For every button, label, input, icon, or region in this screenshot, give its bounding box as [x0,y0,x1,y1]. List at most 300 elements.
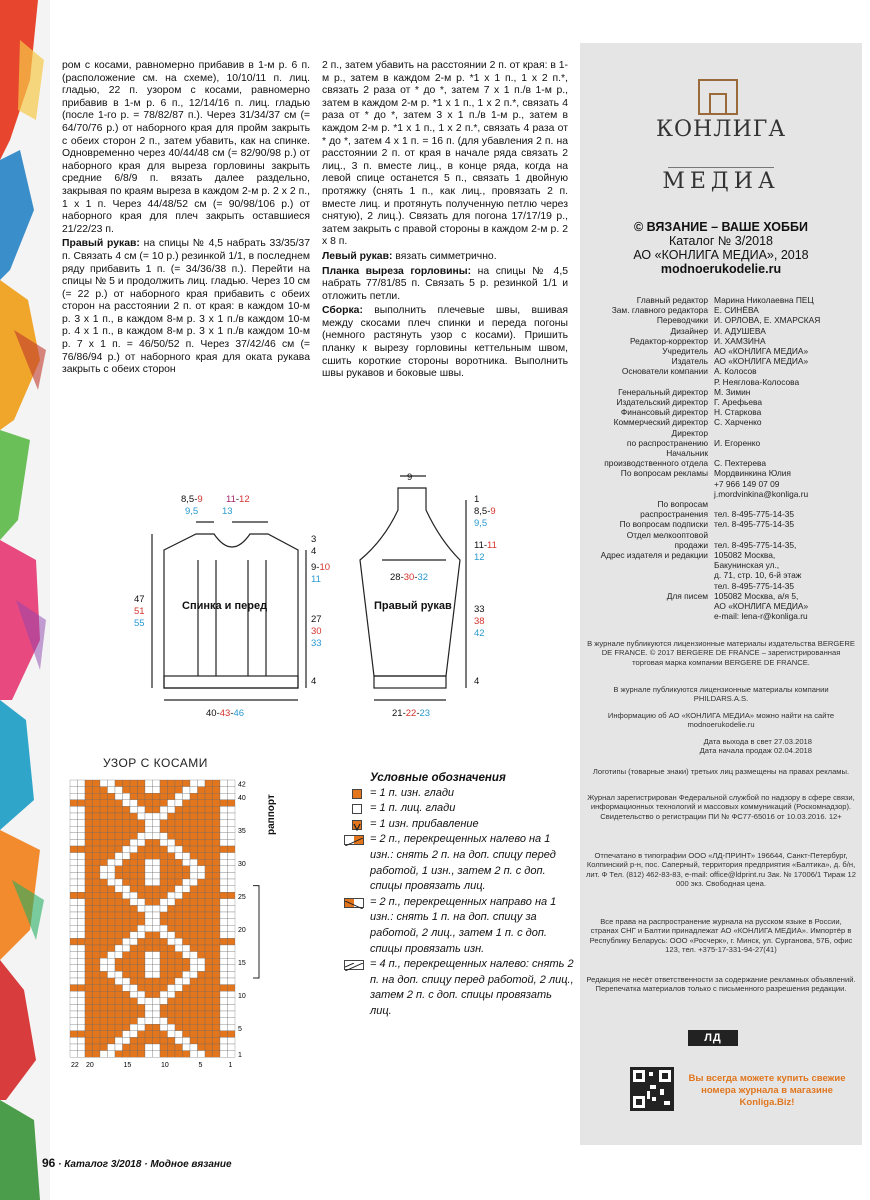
chart-cell [160,806,168,813]
paragraph: ром с косами, равномерно прибавив в 1-м р. 6 п. (расположение см. на схеме), 10/10/11 п. лиц. гладью, 22 п. узором с косами, равномерно прибавив в 1-м р. 6 п., 12/14/16 п. лиц. гладью (после 1-го р. = 78/82/87 п.). Через 31/34/37 см (= 64/70/76 р.) от наборного края для пройм закрыть с обеих сторон 2 п., затем убавить, как на спинке. Одновременно через 40/44/48 см (= 82/90/98 р.) от наборного края для выреза горловины закрыть средние 6/8/9 п. вязать далее раздельно, закрывая по краям выреза в каждом 2-м р. 2 х 2 п., 1 х 1 п. Через 44/48/52 см (= 90/98/106 р.) от наборного края для плеч закрыть оставшиеся 21/22/23 п. [62,60,310,235]
chart-cell [70,1018,78,1025]
chart-cell [168,1031,176,1038]
col-number: 20 [86,1062,94,1070]
chart-cell [70,892,78,899]
chart-cell [183,793,191,800]
chart-cell [190,965,198,972]
chart-cell [115,859,123,866]
row-number: 25 [238,893,246,901]
chart-cell [228,1024,236,1031]
chart-cell [138,1004,146,1011]
printing-note: Отпечатано в типографии ООО «ЛД-ПРИНТ» 196644, Санкт-Петербург, Колпинский р-н, пос. Саперный, территория предприятия «Балтика», д. б/н, лит. Ф Тел. (812) 462-83-83, e-mail: office@ldprint.ru Зак. № 17006/1 Тираж 12 000 экз. Свободная цена. [586,851,856,888]
chart-cell [168,905,176,912]
dim-label: 42 [474,628,485,639]
credit-row [584,366,858,376]
chart-cell [160,978,168,985]
chart-cell [153,958,161,965]
chart-cell [145,1004,153,1011]
chart-cell [190,846,198,853]
chart-cell [93,1044,101,1051]
chart-cell [85,978,93,985]
chart-cell [145,919,153,926]
chart-cell [213,879,221,886]
chart-cell [175,892,183,899]
chart-cell [123,859,131,866]
dim-label: 30 [311,626,322,637]
chart-cell [228,780,236,787]
chart-cell [183,853,191,860]
chart-cell [78,899,86,906]
legend-item: = 1 п. лиц. глади [352,801,574,817]
credit-value: тел. 8-495-775-14-35 [714,580,795,591]
credit-role: Адрес издателя и редакции [600,550,708,561]
credit-role: производственного отдела [604,458,708,469]
chart-cell [123,833,131,840]
dim-label: 8,5-9 [474,506,496,517]
chart-cell [70,866,78,873]
chart-cell [130,892,138,899]
chart-cell [70,879,78,886]
chart-cell [220,919,228,926]
credit-value: 105082 Москва, а/я 5, [714,590,799,601]
chart-cell [93,866,101,873]
chart-cell [100,899,108,906]
chart-cell [228,892,236,899]
chart-cell [198,978,206,985]
chart-cell [70,787,78,794]
chart-cell [205,945,213,952]
chart-cell [213,833,221,840]
chart-cell [183,866,191,873]
chart-cell [100,813,108,820]
chart-cell [78,905,86,912]
chart-cell [198,806,206,813]
dim-label: 12 [474,552,485,563]
credit-value: 105082 Москва, [714,550,776,561]
chart-cell [175,1011,183,1018]
chart-cell [160,866,168,873]
chart-cell [198,833,206,840]
credit-row [584,356,858,366]
chart-cell [205,978,213,985]
chart-cell [175,991,183,998]
credit-role [584,560,714,570]
credit-row [584,560,858,570]
credit-row [584,377,858,387]
credit-row [584,387,858,397]
chart-cell [228,905,236,912]
row-number: 30 [238,860,246,868]
chart-cell [198,925,206,932]
chart-cell [160,971,168,978]
chart-cell [85,998,93,1005]
chart-cell [115,912,123,919]
credit-row [584,438,858,448]
chart-cell [168,806,176,813]
chart-cell [168,925,176,932]
chart-cell [85,886,93,893]
chart-cell [93,826,101,833]
chart-cell [85,938,93,945]
chart-cell [228,978,236,985]
chart-cell [130,912,138,919]
chart-cell [213,859,221,866]
qr-code-icon[interactable] [630,1067,674,1111]
chart-cell [198,991,206,998]
chart-cell [138,978,146,985]
chart-cell [115,1018,123,1025]
chart-cell [205,1044,213,1051]
publisher-name-2: МЕДИА [662,169,780,194]
chart-cell [123,826,131,833]
chart-cell [138,1018,146,1025]
chart-cell [123,998,131,1005]
chart-cell [108,925,116,932]
website-link[interactable]: modnoerukodelie.ru [660,262,782,276]
chart-cell [183,787,191,794]
chart-cell [108,938,116,945]
chart-cell [85,1011,93,1018]
chart-cell [220,1018,228,1025]
chart-cell [190,991,198,998]
chart-cell [190,919,198,926]
chart-cell [175,806,183,813]
chart-cell [93,905,101,912]
credit-role: продажи [674,539,708,550]
chart-cell [198,879,206,886]
chart-cell [130,800,138,807]
chart-cell [198,1024,206,1031]
chart-cell [123,991,131,998]
chart-cell [138,905,146,912]
legend-item: = 1 п. изн. глади [352,786,574,802]
dim-label: 11 [311,574,321,585]
credit-role: Начальник [666,448,708,459]
credit-value: А. Колосов [714,366,757,377]
chart-cell [85,925,93,932]
chart-cell [115,793,123,800]
chart-cell [175,826,183,833]
chart-cell [85,952,93,959]
credit-role [584,601,714,611]
chart-cell [93,1018,101,1025]
chart-cell [153,892,161,899]
chart-cell [190,905,198,912]
chart-cell [70,833,78,840]
chart-cell [108,846,116,853]
chart-cell [213,991,221,998]
chart-cell [70,932,78,939]
chart-cell [175,925,183,932]
chart-cell [145,793,153,800]
chart-cell [183,879,191,886]
chart-cell [145,853,153,860]
chart-cell [228,1037,236,1044]
chart-cell [78,839,86,846]
chart-cell [190,866,198,873]
chart-cell [115,958,123,965]
chart-cell [213,971,221,978]
chart-cell [100,1044,108,1051]
chart-cell [93,1051,101,1058]
chart-cell [108,1011,116,1018]
rights-note: Все права на распространение журнала на русском языке в России, странах СНГ и Балтии принадлежат АО «КОНЛИГА МЕДИА». Импортёр в Республику Беларусь: ООО «Росчерк», г. Минск, ул. Сурганова, 57Б, офис 123, тел. +375-17-331-94-27(41) [589,917,853,954]
chart-cell [123,820,131,827]
chart-cell [70,965,78,972]
chart-cell [78,826,86,833]
chart-cell [70,912,78,919]
chart-cell [168,958,176,965]
credit-row [584,407,858,417]
chart-cell [168,919,176,926]
chart-cell [190,787,198,794]
credit-row [584,295,858,305]
chart-cell [190,1024,198,1031]
chart-cell [175,846,183,853]
chart-cell [138,813,146,820]
chart-cell [100,905,108,912]
chart-cell [145,1051,153,1058]
chart-cell [168,826,176,833]
chart-cell [183,998,191,1005]
section-text: на спицы № 4,5 набрать 33/35/37 п. Связать 4 см (= 10 р.) резинкой 1/1, в последнем ряду прибавить 1 п. (= 34/36/38 п.). Перейти на спицы № 5 и продолжить лиц. гладью. Через 10 см (= 22 р.) от наборного края прибавить с обеих сторон на расстоянии 2 п. от края: в каждом 10-м р. 3 х 1 п., в каждом 8-м р. 3 х 1 п./в каждом 10-м р. 4 х 1 п., в каждом 8-м р. 3 х 1 п./в каждом 10-м р. 7 х 1 п. = 46/50/52 п. Через 37/42/46 см (= 76/86/94 р.) от наборного края для оката рукава закрыть с обеих сторон [62,238,310,376]
chart-cell [160,985,168,992]
chart-cell [115,820,123,827]
chart-cell [198,952,206,959]
chart-cell [190,826,198,833]
chart-cell [220,1011,228,1018]
chart-cell [228,787,236,794]
chart-cell [175,800,183,807]
section-text: вязать симметрично. [392,250,497,262]
disclaimer-note: Редакция не несёт ответственности за содержание рекламных объявлений. Перепечатка материалов только с письменного разрешения редакции. [586,975,856,994]
chart-cell [145,846,153,853]
chart-cell [175,787,183,794]
chart-cell [145,952,153,959]
chart-cell [198,912,206,919]
printer-logo: ЛД [688,1030,738,1046]
chart-cell [78,985,86,992]
chart-cell [138,1044,146,1051]
chart-cell [85,1044,93,1051]
chart-cell [78,1018,86,1025]
chart-cell [100,945,108,952]
dim-label: 11-12 [226,494,250,505]
chart-cell [100,998,108,1005]
section-title: Правый рукав: [62,238,140,250]
credit-value [714,530,858,540]
section-title: Планка выреза горловины: [322,265,472,277]
chart-cell [198,859,206,866]
chart-cell [138,952,146,959]
chart-cell [108,800,116,807]
legend-item: = 2 п., перекрещенных налево на 1 изн.: снять 2 п. на доп. спицу перед работой, 1 изн., затем 2 п. с доп. спицы провязать лиц. [352,832,574,894]
credit-role: Дизайнер [670,325,708,336]
chart-cell [160,991,168,998]
copyright-line: АО «КОНЛИГА МЕДИА», 2018 [633,248,809,262]
chart-cell [93,991,101,998]
chart-cell [213,787,221,794]
chart-cell [160,1011,168,1018]
chart-cell [198,820,206,827]
chart-cell [145,971,153,978]
col-number: 10 [161,1062,169,1070]
section-text: на спицы № 4,5 набрать 77/81/85 п. Связать 5 р. резинкой 1/1 и отложить петли. [322,265,568,302]
chart-cell [153,879,161,886]
chart-cell [130,952,138,959]
chart-cell [85,892,93,899]
chart-cell [220,859,228,866]
chart-cell [108,839,116,846]
chart-cell [213,905,221,912]
chart-cell [138,826,146,833]
release-date: Дата выхода в свет 27.03.2018 [703,737,812,746]
chart-cell [108,820,116,827]
release-dates [586,737,856,756]
chart-cell [160,998,168,1005]
chart-cell [70,780,78,787]
chart-cell [183,938,191,945]
chart-cell [85,787,93,794]
chart-cell [115,1024,123,1031]
chart-cell [153,925,161,932]
chart-cell [115,998,123,1005]
chart-cell [168,820,176,827]
chart-cell [70,1051,78,1058]
chart-cell [168,879,176,886]
chart-cell [78,971,86,978]
chart-cell [70,826,78,833]
chart-cell [115,1051,123,1058]
chart-cell [78,938,86,945]
credit-value: И. АДУШЕВА [714,325,766,336]
chart-cell [123,800,131,807]
chart-cell [160,1024,168,1031]
chart-cell [175,813,183,820]
chart-cell [160,912,168,919]
chart-cell [145,958,153,965]
chart-cell [100,971,108,978]
chart-cell [160,1018,168,1025]
chart-cell [93,820,101,827]
chart-cell [198,945,206,952]
chart-cell [198,1051,206,1058]
chart-cell [168,1018,176,1025]
credit-role [584,479,714,489]
chart-cell [100,919,108,926]
chart-cell [130,879,138,886]
chart-cell [228,912,236,919]
chart-cell [130,846,138,853]
cross-left-swatch [344,835,364,845]
chart-cell [93,853,101,860]
chart-cell [123,1044,131,1051]
dim-label: 47 [134,594,145,605]
chart-cell [123,1051,131,1058]
chart-cell [168,945,176,952]
chart-cell [85,932,93,939]
credit-row [584,417,858,427]
chart-cell [123,945,131,952]
chart-cell [145,780,153,787]
chart-cell [198,780,206,787]
chart-cell [228,839,236,846]
chart-cell [175,1051,183,1058]
chart-cell [220,780,228,787]
chart-cell [198,1004,206,1011]
chart-cell [145,998,153,1005]
chart-cell [93,912,101,919]
credit-value: М. Зимин [714,386,751,397]
chart-cell [108,998,116,1005]
credit-role: Директор [671,427,708,438]
chart-cell [183,952,191,959]
chart-cell [78,853,86,860]
chart-cell [198,866,206,873]
chart-cell [183,872,191,879]
chart-cell [108,833,116,840]
chart-cell [153,912,161,919]
footer-text: · Каталог 3/2018 · Модное вязание [55,1159,232,1170]
credit-value: И. Егоренко [714,437,761,448]
chart-cell [213,1037,221,1044]
chart-cell [70,1031,78,1038]
chart-cell [123,846,131,853]
chart-cell [115,787,123,794]
chart-cell [85,866,93,873]
chart-cell [115,938,123,945]
chart-cell [108,971,116,978]
chart-cell [130,1024,138,1031]
chart-cell [220,1024,228,1031]
chart-cell [160,859,168,866]
chart-cell [213,886,221,893]
page-number: 96 [42,1156,56,1170]
chart-cell [115,839,123,846]
chart-cell [115,1044,123,1051]
chart-cell [100,952,108,959]
sleeve-rib [374,676,446,688]
chart-cell [78,1037,86,1044]
chart-cell [183,1024,191,1031]
chart-cell [198,958,206,965]
row-number: 15 [238,959,246,967]
chart-cell [85,912,93,919]
chart-cell [153,793,161,800]
chart-cell [228,958,236,965]
chart-cell [190,872,198,879]
credit-role: Учредитель [662,346,708,357]
section-text: выполнить плечевые швы, вшивая между скосами плеч спинки и переда погоны (немного растянуть узор с косами). Пришить планку к вырезу горловины кеттельным швом, сшить короткие стороны воротника. Выполнить швы рукавов и боковые швы. [322,305,568,380]
chart-cell [100,1011,108,1018]
chart-cell [183,985,191,992]
chart-cell [108,787,116,794]
chart-cell [190,945,198,952]
chart-cell [115,892,123,899]
chart-cell [213,912,221,919]
chart-cell [205,806,213,813]
chart-cell [175,872,183,879]
credit-row [584,530,858,540]
chart-cell [183,1037,191,1044]
chart-cell [138,958,146,965]
chart-cell [213,826,221,833]
chart-cell [100,853,108,860]
chart-cell [138,780,146,787]
chart-cell [78,833,86,840]
chart-cell [153,839,161,846]
chart-cell [78,952,86,959]
